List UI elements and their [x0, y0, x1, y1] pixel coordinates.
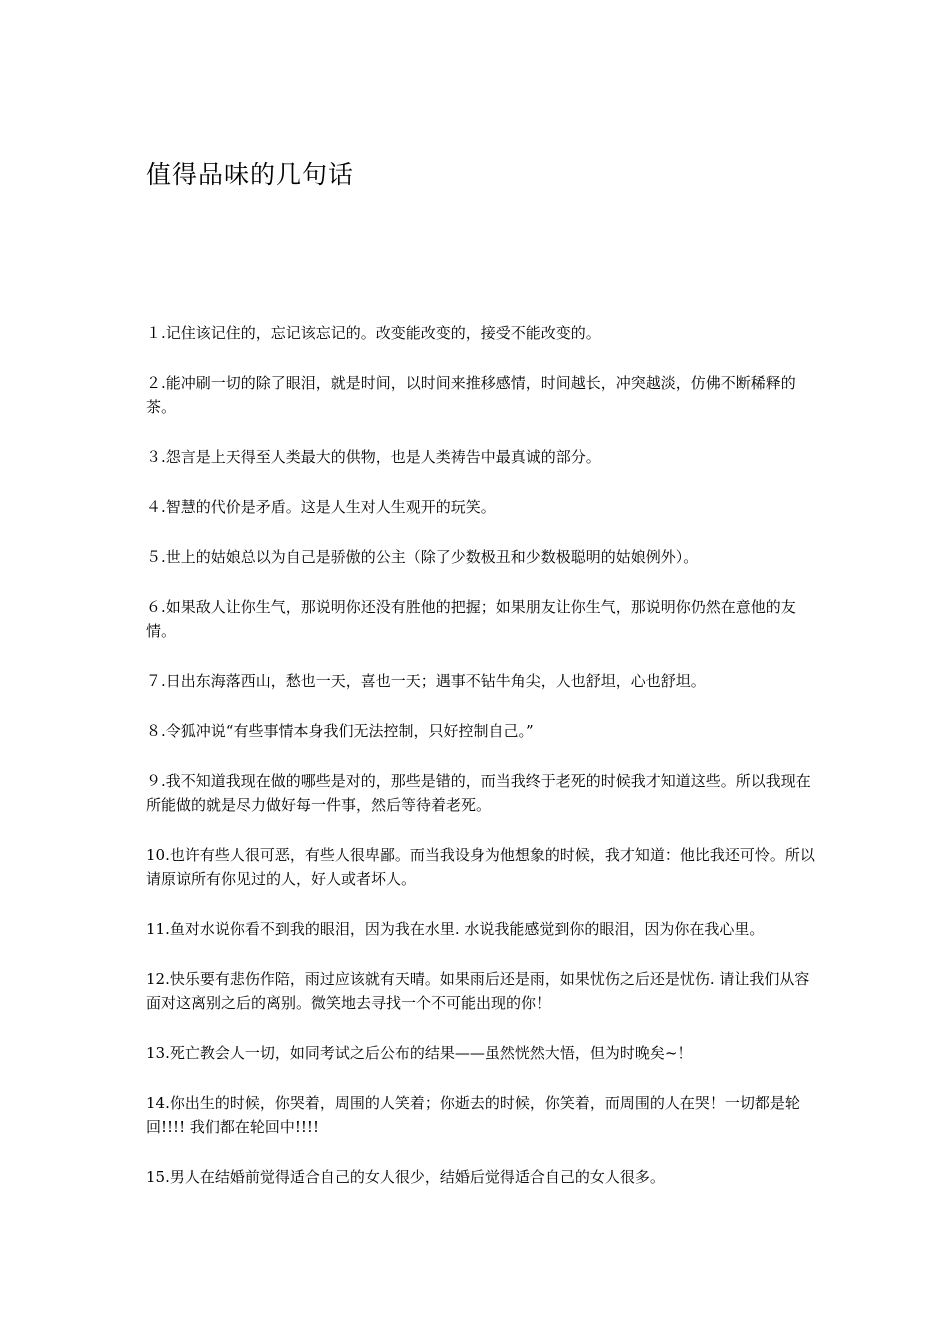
document-title: 值得品味的几句话	[146, 160, 355, 189]
quote-item	[146, 321, 821, 345]
quote-text: 死亡教会人一切，如同考试之后公布的结果——虽然恍然大悟，但为时晚矣~！	[169, 1044, 693, 1062]
quote-item	[146, 595, 821, 643]
quote-list	[146, 321, 821, 1215]
quote-item	[146, 669, 821, 693]
quote-item	[146, 1091, 821, 1139]
quote-item	[146, 545, 821, 569]
quote-text: 你出生的时候，你哭着，周围的人笑着；你逝去的时候，你笑着，而周围的人在哭！一切都是轮回!!!! 我们都在轮回中!!!!	[146, 1094, 800, 1136]
quote-text: 我不知道我现在做的哪些是对的，那些是错的，而当我终于老死的时候我才知道这些。所以我现在所能做的就是尽力做好每一件事，然后等待着老死。	[146, 772, 811, 814]
quote-text: 令狐冲说“有些事情本身我们无法控制，只好控制自己。”	[165, 722, 534, 740]
quote-text: 如果敌人让你生气，那说明你还没有胜他的把握；如果朋友让你生气，那说明你仍然在意他的友情。	[146, 598, 796, 640]
quote-number: 11.	[146, 920, 170, 938]
quote-item	[146, 843, 821, 891]
quote-text: 记住该记住的，忘记该忘记的。改变能改变的，接受不能改变的。	[165, 324, 601, 342]
quote-number: 13.	[146, 1044, 170, 1062]
quote-text: 智慧的代价是矛盾。这是人生对人生观开的玩笑。	[165, 498, 496, 516]
quote-number: 14.	[146, 1094, 170, 1112]
quote-item	[146, 371, 821, 419]
quote-text: 能冲刷一切的除了眼泪，就是时间，以时间来推移感情，时间越长，冲突越淡，仿佛不断稀释的茶。	[146, 374, 796, 416]
quote-number: 12.	[146, 970, 170, 988]
quote-item	[146, 967, 821, 1015]
quote-number: ６.	[146, 598, 166, 616]
quote-number: ５.	[146, 548, 166, 566]
quote-item	[146, 1165, 821, 1189]
quote-text: 快乐要有悲伤作陪，雨过应该就有天晴。如果雨后还是雨，如果忧伤之后还是忧伤. 请让我们从容面对这离别之后的离别。微笑地去寻找一个不可能出现的你！	[146, 970, 810, 1012]
quote-text: 也许有些人很可恶，有些人很卑鄙。而当我设身为他想象的时候，我才知道：他比我还可怜。所以请原谅所有你见过的人，好人或者坏人。	[146, 846, 815, 888]
quote-text: 世上的姑娘总以为自己是骄傲的公主（除了少数极丑和少数极聪明的姑娘例外）。	[165, 548, 699, 566]
quote-number: １.	[146, 324, 166, 342]
quote-item	[146, 445, 821, 469]
quote-number: ２.	[146, 374, 166, 392]
quote-number: ８.	[146, 722, 166, 740]
quote-number: ３.	[146, 448, 166, 466]
quote-text: 日出东海落西山，愁也一天，喜也一天；遇事不钻牛角尖，人也舒坦，心也舒坦。	[165, 672, 706, 690]
quote-item	[146, 769, 821, 817]
quote-number: 10.	[146, 846, 170, 864]
quote-text: 鱼对水说你看不到我的眼泪，因为我在水里. 水说我能感觉到你的眼泪，因为你在我心里。	[169, 920, 765, 938]
quote-number: ４.	[146, 498, 166, 516]
quote-item	[146, 1041, 821, 1065]
quote-item	[146, 495, 821, 519]
quote-text: 男人在结婚前觉得适合自己的女人很少，结婚后觉得适合自己的女人很多。	[169, 1168, 665, 1186]
quote-item	[146, 917, 821, 941]
quote-number: 15.	[146, 1168, 170, 1186]
quote-text: 怨言是上天得至人类最大的供物，也是人类祷告中最真诚的部分。	[165, 448, 601, 466]
quote-number: ７.	[146, 672, 166, 690]
quote-number: ９.	[146, 772, 166, 790]
quote-item	[146, 719, 821, 743]
